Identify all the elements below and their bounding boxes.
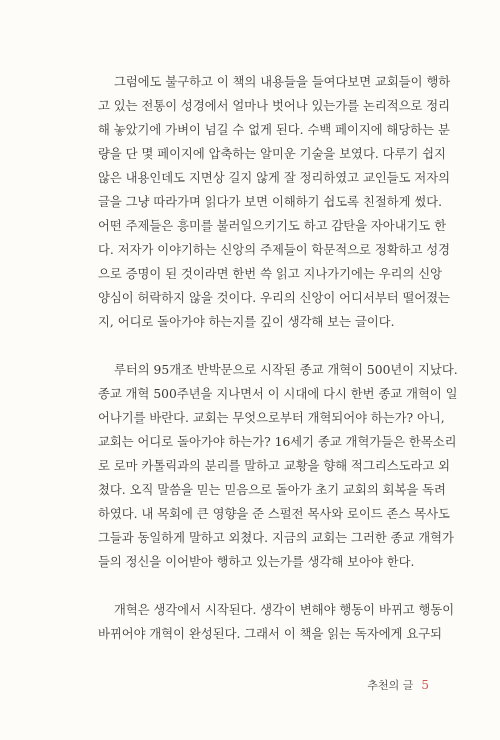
text-line: 교회는 어디로 돌아가야 하는가? 16세기 종교 개혁가들은 한목소리 [98, 435, 457, 449]
text-line: 바뀌어야 개혁이 완성된다. 그래서 이 책을 읽는 독자에게 요구되 [98, 627, 443, 641]
text-line: 글을 그냥 따라가며 읽다가 보면 이해하기 쉽도록 친절하게 썼다. [98, 195, 443, 209]
text-line: 해 놓았기에 가벼이 넘길 수 없게 된다. 수백 페이지에 해당하는 분 [98, 123, 450, 137]
text-line: 어나기를 바란다. 교회는 무엇으로부터 개혁되어야 하는가? 아니, [98, 411, 445, 425]
text-line: 고 있는 전통이 성경에서 얼마나 벗어나 있는가를 논리적으로 정리 [98, 99, 450, 113]
text-line: 들의 정신을 이어받아 행하고 있는가를 생각해 보아야 한다. [98, 555, 415, 569]
text-line: 개혁은 생각에서 시작된다. 생각이 변해야 행동이 바뀌고 행동이 [114, 603, 455, 617]
text-line: 다. 저자가 이야기하는 신앙의 주제들이 학문적으로 정확하고 성경 [98, 243, 450, 257]
page-number: 5 [421, 678, 429, 692]
text-line: 양심이 허락하지 않을 것이다. 우리의 신앙이 어디서부터 떨어졌는 [98, 291, 450, 305]
text-line: 어떤 주제들은 흥미를 불러일으키기도 하고 감탄을 자아내기도 한 [98, 219, 447, 233]
text-line: 지, 어디로 돌아가야 하는지를 깊이 생각해 보는 글이다. [98, 315, 395, 329]
text-line: 로 로마 카톨릭과의 분리를 말하고 교황을 향해 적그리스도라고 외 [98, 459, 450, 473]
text-line: 그들과 동일하게 말하고 외쳤다. 지금의 교회는 그러한 종교 개혁가 [98, 531, 454, 545]
text-line: 으로 증명이 된 것이라면 한번 쓱 읽고 지나가기에는 우리의 신앙 [98, 267, 443, 281]
text-line: 않은 내용인데도 지면상 길지 않게 잘 정리하였고 교인들도 저자의 [98, 171, 450, 185]
section-title: 추천의 글 [367, 679, 414, 692]
text-line: 루터의 95개조 반박문으로 시작된 종교 개혁이 500년이 지났다. [114, 363, 458, 377]
text-line: 종교 개혁 500주년을 지나면서 이 시대에 다시 한번 종교 개혁이 일 [98, 387, 458, 401]
text-line: 쳤다. 오직 말씀을 믿는 믿음으로 돌아가 초기 교회의 회복을 독려 [98, 483, 446, 497]
text-line: 량을 단 몇 페이지에 압축하는 알미운 기술을 보였다. 다루기 쉽지 [98, 147, 446, 161]
text-line: 그럼에도 불구하고 이 책의 내용들을 들여다보면 교회들이 행하 [114, 75, 451, 89]
page-footer [367, 677, 429, 693]
text-line: 하였다. 내 목회에 큰 영향을 준 스펄전 목사와 로이드 존스 목사도 [98, 507, 450, 521]
